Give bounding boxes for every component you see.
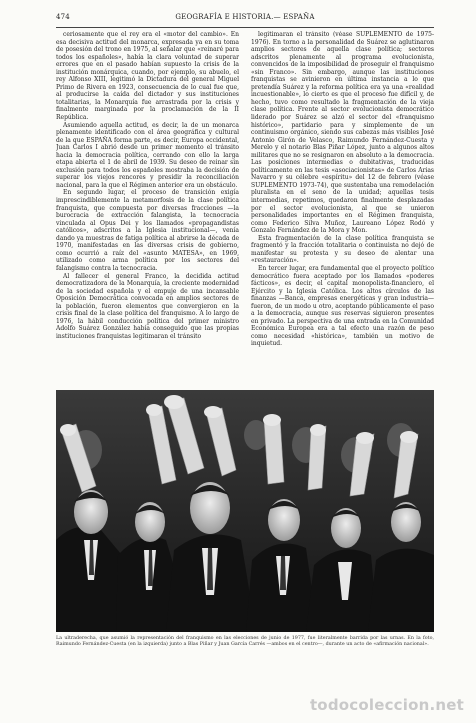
photo-caption: La ultraderecha, que asumió la representación del franquismo en las elecciones de junio de 1977, fue literalmente barrida por las urnas. En la foto, Raimundo Fernández-Cuesta (en la izquierda) junto a Blas Piñar y Juan García Carrés —ambos en el centro—, durante un acto de «afirmación nacional». <box>56 636 434 648</box>
paragraph: En segundo lugar, el proceso de transición exigía imprescindiblemente la metamorfosis de la clase política franquista, que compuesta por diversas fracciones —la burocracia de extracción falangista, la tecnocracia vinculada al Opus Dei y los llamados «propagandistas católicos», adscritos a la Iglesia institucional—, venía dando ya muestras de fatiga política al abrirse la década de 1970, manifestadas en las diversas crisis de gobierno, como ocurrió a raíz del «asunto MATESA», en 1969, utilizado como arma política por los sectores del falangismo contra la tecnocracia. <box>56 189 239 272</box>
header-rule <box>56 27 434 28</box>
rally-photo-illustration <box>56 390 434 632</box>
page-header <box>56 13 434 25</box>
paragraph: legitimaran el tránsito (véase SUPLEMENTO de 1975-1976). En torno a la personalidad de Suárez se aglutinaron amplios sectores de aquella clase política; sectores adscritos plenamente al programa evolucionista, convencidos de la imposibilidad de proseguir el franquismo «sin Franco». Sin embargo, aunque las instituciones franquistas se avinieron en última instancia a lo que pretendía Suárez y la reforma política era ya una «realidad incuestionable», lo cierto es que el proceso fue difícil y, de hecho, tuvo como resultado la fragmentación de la vieja clase política. Frente al sector evolucionista democrático liderado por Suárez se alzó el sector del «franquismo histórico», partidario para y simplemente de un continuismo orgánico, siendo sus cabezas más visibles José Antonio Girón de Velasco, Raimundo Fernández-Cuesta y Merelo y el notario Blas Piñar López, junto a algunos altos militares que no se resignaron en absoluto a la democracia. Las posiciones intermedias o dubitativas, traducidas políticamente en las tesis «asociacionistas» de Carlos Arias Navarro y su célebre «espíritu» del 12 de febrero (véase SUPLEMENTO 1973-74), que sustentaba una remodelación pluralista en el seno de la unidad; aquellas tesis intermedias, repetimos, quedaron finalmente desplazadas por el sector evolucionista, al que se unieron personalidades importantes en el Régimen franquista, como Federico Silva Muñoz, Laureano López Rodó y Gonzalo Fernández de la Mora y Mon. <box>251 31 434 235</box>
paragraph: ceriosamente que el rey era el «motor del cambio». En esa decisiva actitud del monarca, expresada ya en su toma de posesión del trono en 1975, al señalar que «reinaré para todos los españoles», había la clara voluntad de superar errores que en el pasado habían supuesto la crisis de la institución monárquica, cuando, por ejemplo, su abuelo, el rey Alfonso XIII, legitimó la Dictadura del general Miguel Primo de Rivera en 1923, consecuencia de lo cual fue que, al producirse la caída del dictador y sus instituciones totalitarias, la Monarquía fue arrastrada por la crisis y finalmente marginada por la proclamación de la II República. <box>56 31 239 122</box>
text-column-left <box>56 31 239 386</box>
paragraph: Esta fragmentación de la clase política franquista se fragmentó y la fracción totalitaria o continuista no dejó de manifestar su protesta y su deseo de alentar una «restauración». <box>251 234 434 265</box>
text-column-right <box>251 31 434 386</box>
paragraph: Asumiendo aquella actitud, es decir, la de un monarca plenamente identificado con el área geográfica y cultural de la que ESPAÑA forma parte, es decir, Europa occidental, Juan Carlos I abrió desde un primer momento el tránsito hacia la democracia política, cerrando con ello la larga etapa abierta el 1 de abril de 1939. Su deseo de reinar sin exclusión para todos los españoles mostraba la decisión de superar los viejos rencores y presidir la reconciliación nacional, para la que el Régimen anterior era un obstáculo. <box>56 121 239 189</box>
page-number: 474 <box>56 13 70 21</box>
watermark-text: todocoleccion.net <box>309 696 464 714</box>
paragraph: Al fallecer el general Franco, la decidida actitud democratizadora de la Monarquía, la creciente modernidad de la sociedad española y el empuje de una incansable Oposición Democrática convocada en amplios sectores de la población, fueron elementos que convergieron en la crisis final de la clase política del franquismo. A lo largo de 1976, la hábil conducción política del primer ministro Adolfo Suárez González había conseguido que las propias instituciones franquistas legitimaran el tránsito <box>56 272 239 340</box>
paragraph: En tercer lugar, era fundamental que el proyecto político democrático fuera aceptado por los llamados «poderes fácticos», es decir, el capital monopolista-financiero, el Ejército y la Iglesia Católica. Los altos círculos de las finanzas —Banca, empresas energéticas y gran industria— fueron, de un modo u otro, aceptando públicamente el paso a la democracia, aunque sus reservas siguieron presentes en privado. La perspectiva de una entrada en la Comunidad Económica Europea era a tal efecto una razón de peso como necesidad «histórica», también un motivo de inquietud. <box>251 264 434 348</box>
rally-photo <box>56 390 434 632</box>
running-title: GEOGRAFÍA E HISTORIA.— ESPAÑA <box>175 13 315 21</box>
